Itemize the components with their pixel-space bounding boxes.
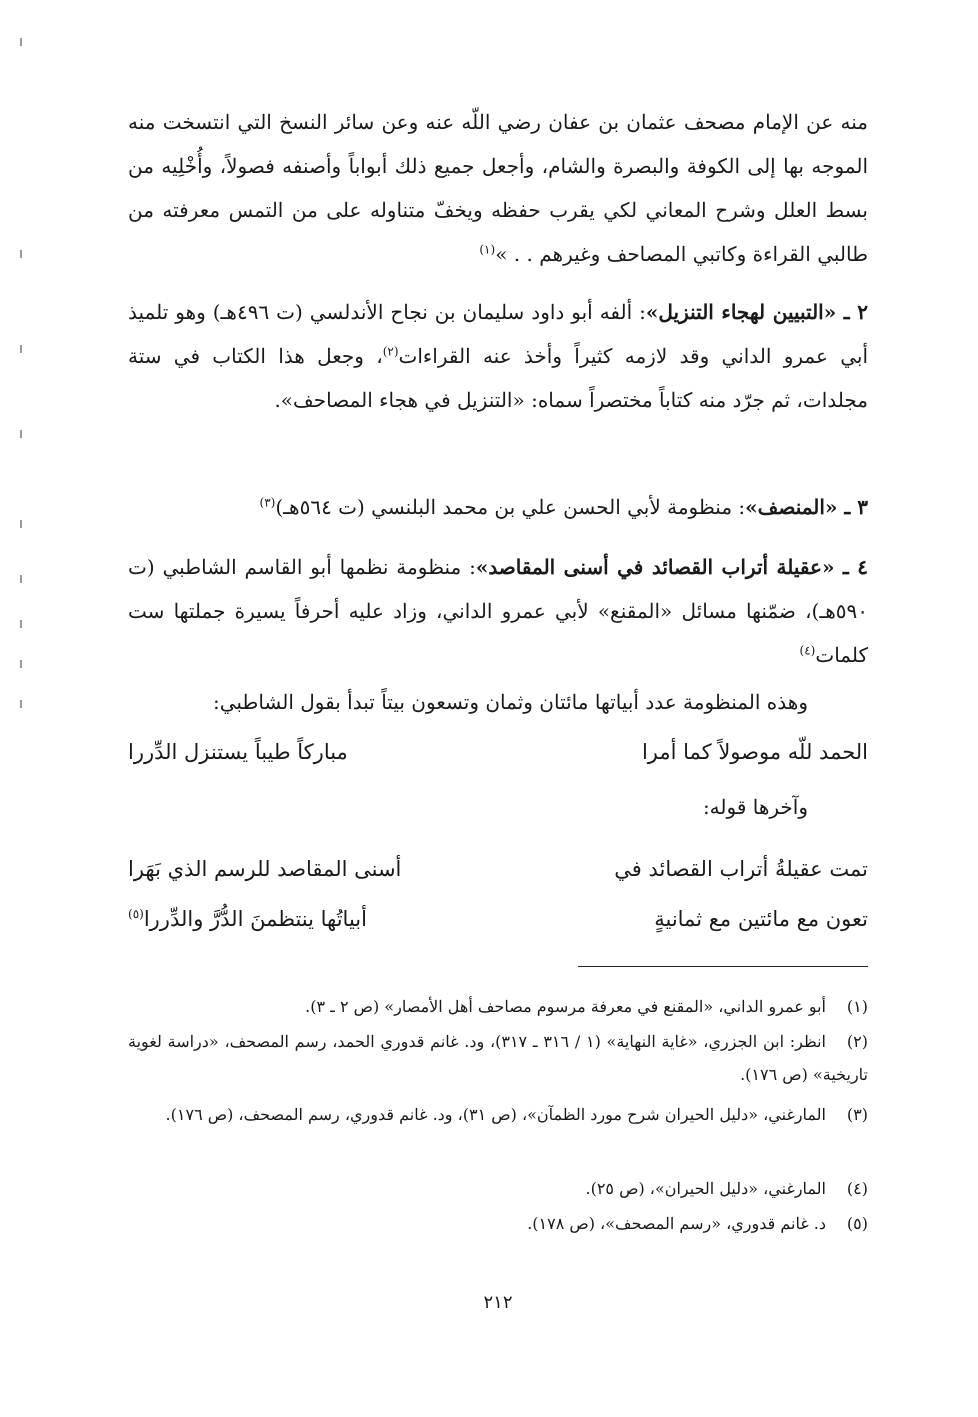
footnote-ref-3: (٣) bbox=[259, 495, 276, 510]
paragraph-2 bbox=[128, 290, 868, 422]
paragraph-1 bbox=[128, 100, 868, 276]
verse-3-second-text: أبياتُها ينتظمنَ الدُّرَّ والدِّررا bbox=[143, 907, 367, 931]
verse-3-second-hemistich bbox=[128, 897, 473, 941]
verse-2 bbox=[128, 847, 868, 891]
footnote-4-text: المارغني، «دليل الحيران»، (ص ٢٥). bbox=[585, 1179, 826, 1198]
verse-3-first-hemistich: تعون مع مائتين مع ثمانيةٍ bbox=[654, 907, 868, 931]
footnote-5-text: د. غانم قدوري، «رسم المصحف»، (ص ١٧٨). bbox=[527, 1214, 826, 1233]
verse-1-second-hemistich: مباركاً طيباً يستنزل الدِّررا bbox=[128, 740, 348, 764]
footnote-5-number: (٥) bbox=[846, 1214, 868, 1233]
page-number: ٢١٢ bbox=[483, 1292, 513, 1313]
footnote-separator bbox=[578, 966, 868, 967]
paragraph-4 bbox=[128, 545, 868, 677]
footnote-3 bbox=[128, 1098, 868, 1131]
verse-2-first-hemistich: تمت عقيلةُ أتراب القصائد في bbox=[614, 857, 868, 881]
footnote-5 bbox=[128, 1207, 868, 1240]
paragraph-2-body: : ألفه أبو داود سليمان بن نجاح الأندلسي (ت ٤٩٦هـ) وهو تلميذ أبي عمرو الداني وقد لازمه كثيراً وأخذ عنه القراءات bbox=[128, 300, 868, 368]
paragraph-3 bbox=[128, 485, 868, 529]
footnote-ref-4: (٤) bbox=[799, 643, 816, 658]
paragraph-3-title: ٣ ـ «المنصف» bbox=[745, 495, 868, 519]
footnote-4-number: (٤) bbox=[846, 1179, 868, 1198]
paragraph-2-title: ٢ ـ «التبيين لهجاء التنزيل» bbox=[645, 300, 868, 324]
paragraph-1-text: منه عن الإمام مصحف عثمان بن عفان رضي اللّه عنه وعن سائر النسخ التي انتسخت منه الموجه بها إلى الكوفة والبصرة والشام، وأجعل جميع ذلك أبواباً وأصنفه فصولاً، وأُخْلِيه من بسط العلل وشرح المعاني لكي يقرب حفظه ويخفّ متناوله على من التمس معرفته من طالبي القراءة وكاتبي المصاحف وغيرهم . . » bbox=[128, 110, 869, 266]
footnote-ref-5: (٥) bbox=[128, 907, 144, 921]
paragraph-2-rest: ، وجعل هذا الكتاب في ستة مجلدات، ثم جرّد منه كتاباً مختصراً سماه: «التنزيل في هجاء المصاحف». bbox=[128, 344, 868, 412]
footnote-3-number: (٣) bbox=[846, 1105, 868, 1124]
footnote-2-number: (٢) bbox=[846, 1032, 869, 1051]
paragraph-5-text: وهذه المنظومة عدد أبياتها مائتان وثمان وتسعون بيتاً تبدأ بقول الشاطبي: bbox=[212, 690, 808, 714]
verse-2-second-hemistich: أسنى المقاصد للرسم الذي بَهَرا bbox=[128, 857, 402, 881]
paragraph-5 bbox=[128, 680, 808, 724]
footnote-1-number: (١) bbox=[846, 997, 868, 1016]
footnote-ref-2: (٢) bbox=[382, 344, 399, 359]
verse-3 bbox=[128, 897, 868, 941]
margin-scan-marks bbox=[20, 0, 30, 1417]
paragraph-4-title: ٤ ـ «عقيلة أتراب القصائد في أسنى المقاصد» bbox=[475, 555, 868, 579]
footnote-4 bbox=[128, 1172, 868, 1205]
paragraph-6-text: وآخرها قوله: bbox=[702, 795, 808, 819]
verse-1 bbox=[128, 730, 868, 774]
footnote-2-text: انظر: ابن الجزري، «غاية النهاية» (١ / ٣١٦ ـ ٣١٧)، ود. غانم قدوري الحمد، رسم المصحف، «دراسة لغوية تاريخية» (ص ١٧٦). bbox=[128, 1032, 868, 1084]
footnote-ref-1: (١) bbox=[479, 242, 496, 257]
footnote-1-text: أبو عمرو الداني، «المقنع في معرفة مرسوم مصاحف أهل الأمصار» (ص ٢ ـ ٣). bbox=[305, 997, 826, 1016]
paragraph-3-body: : منظومة لأبي الحسن علي بن محمد البلنسي (ت ٥٦٤هـ) bbox=[275, 495, 746, 519]
footnote-1 bbox=[128, 990, 868, 1023]
paragraph-6 bbox=[128, 785, 808, 829]
footnote-2 bbox=[128, 1025, 868, 1091]
footnote-3-text: المارغني، «دليل الحيران شرح مورد الظمآن»، (ص ٣١)، ود. غانم قدوري، رسم المصحف، (ص ١٧٦). bbox=[165, 1105, 826, 1124]
book-page bbox=[128, 0, 868, 1417]
paragraph-4-body: : منظومة نظمها أبو القاسم الشاطبي (ت ٥٩٠هـ)، ضمّنها مسائل «المقنع» لأبي عمرو الداني، وزاد عليه أحرفاً يسيرة جملتها ست كلمات bbox=[128, 555, 868, 667]
verse-1-first-hemistich: الحمد للّه موصولاً كما أمرا bbox=[641, 740, 868, 764]
